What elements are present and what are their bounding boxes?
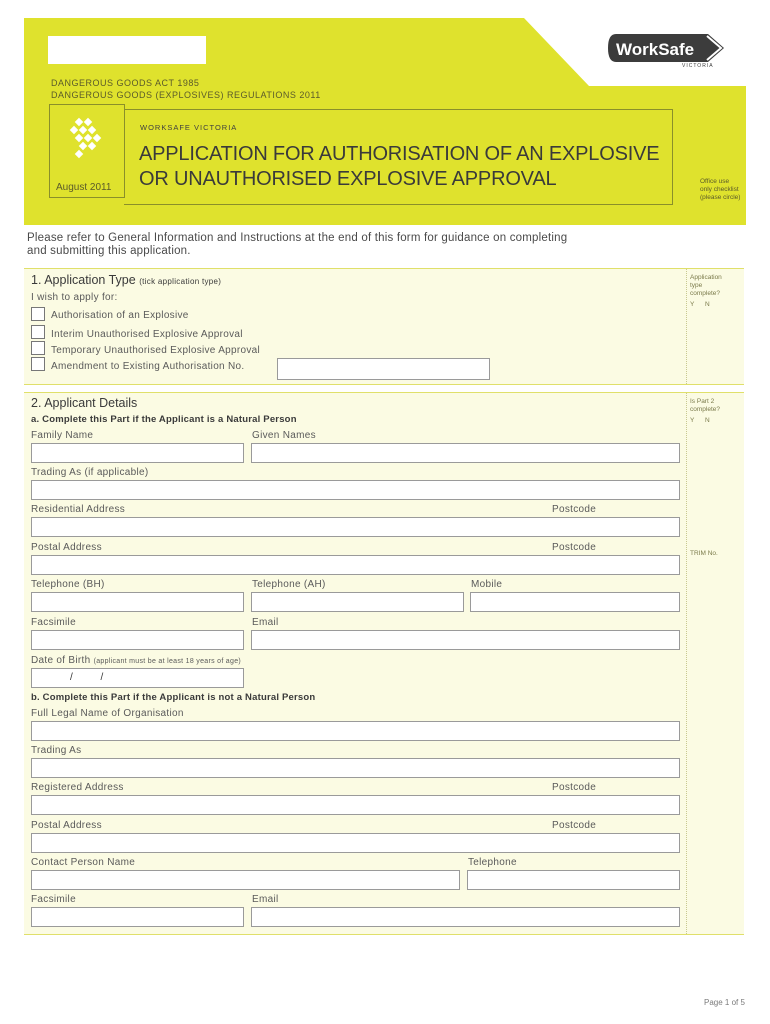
page-number: Page 1 of 5 [704,998,745,1007]
org-facsimile-label: Facsimile [31,894,76,905]
logo-text: WorkSafe [616,40,695,59]
telephone-bh-label: Telephone (BH) [31,579,105,590]
residential-postcode-label: Postcode [552,504,597,515]
section2-heading: 2. Applicant Details [31,396,138,410]
section2-side-yn: Y N [690,417,710,424]
checkbox-authorisation[interactable] [31,307,45,321]
given-names-input[interactable] [251,443,680,463]
facsimile-label: Facsimile [31,617,76,628]
dob-label [31,655,241,666]
section1-heading [31,273,221,287]
registered-address-label: Registered Address [31,782,124,793]
trim-number-label: TRIM No. [690,550,718,557]
org-email-input[interactable] [251,907,680,927]
intro-line-1: Please refer to General Information and Instructions at the end of this form for guidance on completing [27,232,568,244]
org-facsimile-input[interactable] [31,907,244,927]
checkbox-amendment[interactable] [31,357,45,371]
mobile-label: Mobile [471,579,503,590]
checkbox-temporary[interactable] [31,341,45,355]
act-line-1: DANGEROUS GOODS ACT 1985 [51,78,200,88]
authorisation-number-input[interactable] [277,358,490,380]
facsimile-input[interactable] [31,630,244,650]
trading-as-label: Trading As (if applicable) [31,467,149,478]
dob-note: (applicant must be at least 18 years of age) [93,658,242,665]
section2-side-line-2: complete? [690,406,720,413]
section1-side-line-3: complete? [690,290,720,297]
legal-name-label: Full Legal Name of Organisation [31,708,184,719]
dob-label-text: Date of Birth [31,655,91,666]
given-names-label: Given Names [252,430,316,441]
org-postal-postcode-label: Postcode [552,820,597,831]
logo-subtext: VICTORIA [682,63,714,69]
option-amendment-label: Amendment to Existing Authorisation No. [51,361,245,372]
office-use-note [700,178,740,202]
worksafe-logo [606,30,728,70]
section1-side-note [690,274,722,309]
part-a-heading: a. Complete this Part if the Applicant is a Natural Person [31,414,297,425]
section1-note: (tick application type) [139,277,222,286]
act-line-2: DANGEROUS GOODS (EXPLOSIVES) REGULATIONS 2011 [51,90,321,100]
section1-prompt: I wish to apply for: [31,292,118,303]
option-authorisation-label: Authorisation of an Explosive [51,310,189,321]
org-trading-as-input[interactable] [31,758,680,778]
registered-postcode-label: Postcode [552,782,597,793]
option-interim-label: Interim Unauthorised Explosive Approval [51,329,243,340]
section2-side-note [690,398,720,425]
family-name-label: Family Name [31,430,94,441]
section1-side-yn: Y N [690,301,710,308]
email-input[interactable] [251,630,680,650]
org-postal-address-label: Postal Address [31,820,102,831]
form-date: August 2011 [56,182,112,193]
office-use-line-2: only checklist [700,186,739,193]
postal-postcode-label: Postcode [552,542,597,553]
registered-address-input[interactable] [31,795,680,815]
worksafe-diamond-logo-icon [68,117,108,161]
page-title [139,142,659,192]
telephone-bh-input[interactable] [31,592,244,612]
org-trading-as-label: Trading As [31,745,82,756]
org-telephone-input[interactable] [467,870,680,890]
trading-as-input[interactable] [31,480,680,500]
section1-title: 1. Application Type [31,273,136,287]
header-blank-box [48,36,206,64]
office-use-line-1: Office use [700,178,730,185]
title-line-2: OR UNAUTHORISED EXPLOSIVE APPROVAL [139,168,557,190]
title-line-1: APPLICATION FOR AUTHORISATION OF AN EXPLOSIVE [139,143,660,165]
mobile-input[interactable] [470,592,680,612]
dob-separators: / / [70,672,104,683]
agency-name: WORKSAFE VICTORIA [140,123,238,132]
org-email-label: Email [252,894,279,905]
residential-address-input[interactable] [31,517,680,537]
family-name-input[interactable] [31,443,244,463]
part-b-heading: b. Complete this Part if the Applicant is not a Natural Person [31,692,316,703]
org-postal-address-input[interactable] [31,833,680,853]
contact-person-label: Contact Person Name [31,857,136,868]
telephone-ah-input[interactable] [251,592,464,612]
option-temporary-label: Temporary Unauthorised Explosive Approval [51,345,261,356]
telephone-ah-label: Telephone (AH) [252,579,326,590]
residential-address-label: Residential Address [31,504,126,515]
contact-person-input[interactable] [31,870,460,890]
section1-side-line-1: Application [690,274,722,281]
office-use-line-3: (please circle) [700,194,741,201]
org-telephone-label: Telephone [468,857,517,868]
section1-side-line-2: type [690,282,703,289]
legal-name-input[interactable] [31,721,680,741]
email-label: Email [252,617,279,628]
checkbox-interim[interactable] [31,325,45,339]
intro-text [27,232,567,258]
section2-side-line-1: Is Part 2 [690,398,715,405]
intro-line-2: and submitting this application. [27,245,191,257]
date-of-birth-input[interactable] [31,668,244,688]
postal-address-label: Postal Address [31,542,102,553]
section2-side-column [686,393,744,934]
postal-address-input[interactable] [31,555,680,575]
